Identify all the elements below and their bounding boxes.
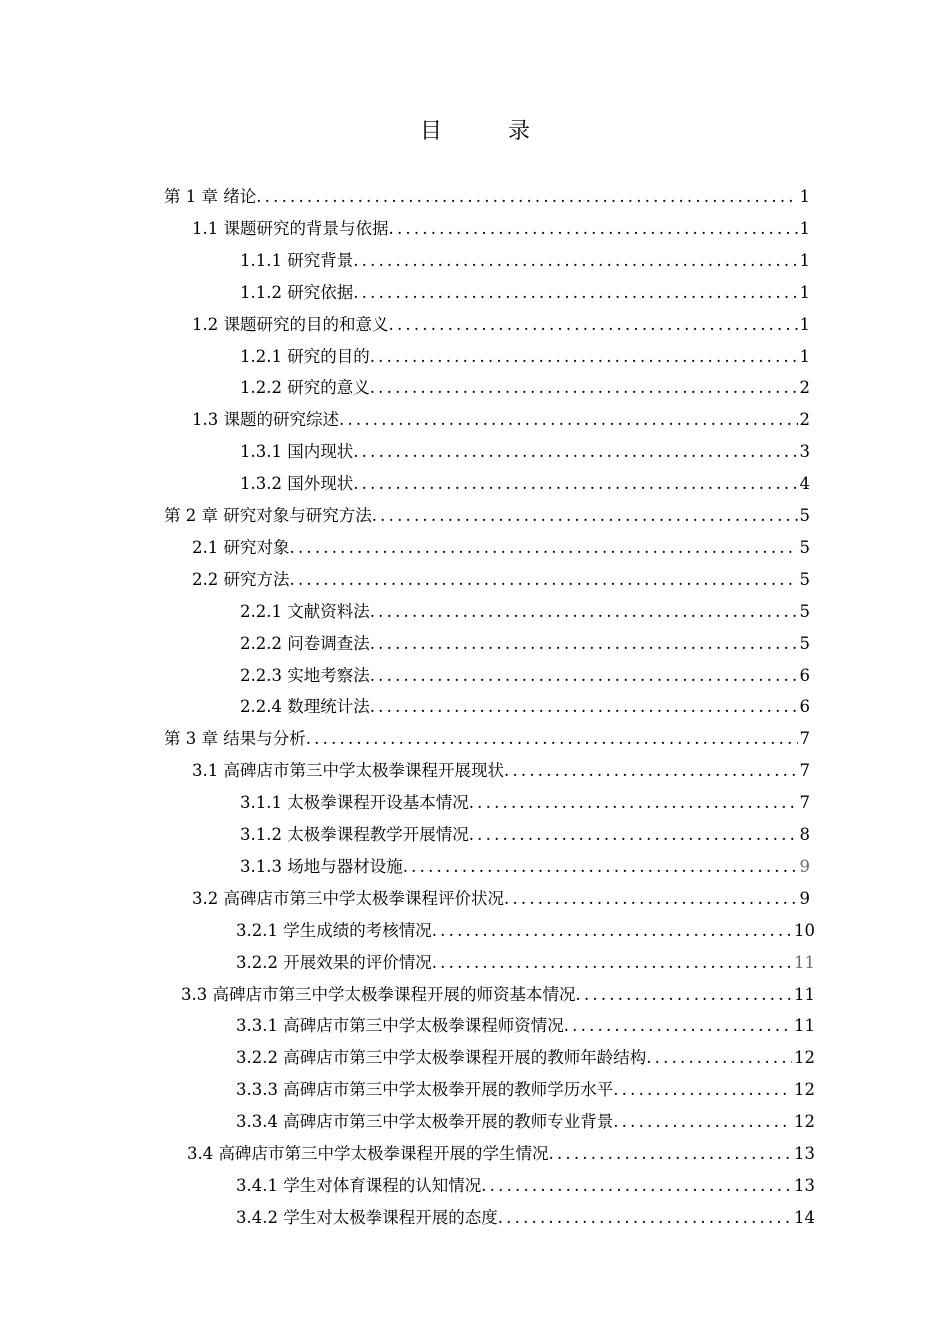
toc-dot-leader — [339, 404, 798, 436]
toc-dot-leader — [498, 1202, 792, 1234]
toc-dot-leader — [256, 181, 797, 213]
toc-dot-leader — [372, 500, 798, 532]
toc-entry[interactable] — [236, 947, 815, 979]
toc-entry[interactable] — [240, 277, 810, 309]
toc-entry-label: 1.1 课题研究的背景与依据 — [192, 218, 389, 238]
toc-dot-leader — [353, 245, 797, 277]
toc-dot-leader — [370, 691, 798, 723]
toc-entry[interactable] — [236, 1202, 815, 1234]
toc-entry-label: 1.2.2 研究的意义 — [240, 378, 370, 398]
toc-page-number: 12 — [794, 1080, 815, 1100]
toc-entry[interactable] — [192, 213, 810, 245]
toc-page-number: 5 — [799, 633, 810, 653]
toc-entry-label: 3.2 高碑店市第三中学太极拳课程评价状况 — [192, 888, 504, 908]
toc-dot-leader — [353, 436, 797, 468]
toc-entry-label: 3.3 高碑店市第三中学太极拳课程开展的师资基本情况 — [181, 984, 576, 1004]
toc-entry[interactable] — [164, 723, 810, 755]
toc-dot-leader — [564, 1010, 792, 1042]
toc-entry-label: 3.3.1 高碑店市第三中学太极拳课程师资情况 — [236, 1016, 564, 1036]
toc-entry[interactable] — [192, 309, 810, 341]
toc-page-number: 1 — [799, 314, 810, 334]
toc-page-number: 1 — [799, 346, 810, 366]
toc-entry-label: 1.2 课题研究的目的和意义 — [192, 314, 389, 334]
toc-dot-leader — [469, 819, 798, 851]
toc-entry-label: 2.2.3 实地考察法 — [240, 665, 370, 685]
toc-dot-leader — [370, 341, 798, 373]
toc-dot-leader — [306, 723, 798, 755]
toc-entry-label: 3.1.2 太极拳课程教学开展情况 — [240, 825, 469, 844]
toc-entry[interactable] — [240, 628, 810, 660]
toc-entry[interactable] — [236, 1074, 815, 1106]
toc-entry-label: 3.4.2 学生对太极拳课程开展的态度 — [236, 1207, 498, 1227]
toc-entry-label: 2.2.4 数理统计法 — [240, 697, 370, 717]
toc-entry-label: 3.1 高碑店市第三中学太极拳课程开展现状 — [192, 761, 504, 781]
toc-entry-label: 2.2 研究方法 — [192, 569, 290, 589]
toc-entry-label: 1.1.1 研究背景 — [240, 250, 354, 270]
toc-page-number: 9 — [799, 856, 810, 876]
toc-entry[interactable] — [240, 372, 810, 404]
toc-dot-leader — [576, 979, 793, 1011]
toc-page-number: 11 — [794, 952, 815, 972]
toc-dot-leader — [389, 213, 798, 245]
toc-entry-label: 第 3 章 结果与分析 — [164, 729, 306, 749]
toc-page-number: 5 — [799, 537, 810, 557]
toc-entry[interactable] — [240, 468, 810, 500]
toc-page-number: 2 — [799, 410, 810, 430]
toc-entry[interactable] — [236, 1010, 815, 1042]
toc-page-number: 1 — [799, 187, 810, 206]
toc-page-number: 4 — [799, 474, 810, 494]
toc-entry-label: 2.2.1 文献资料法 — [240, 601, 370, 621]
toc-dot-leader — [389, 309, 798, 341]
toc-entry[interactable] — [164, 500, 810, 532]
toc-entry[interactable] — [240, 341, 810, 373]
toc-dot-leader — [646, 1042, 792, 1074]
toc-page-number: 1 — [799, 250, 810, 270]
toc-page-number: 6 — [799, 665, 810, 685]
toc-page-number: 11 — [794, 984, 815, 1004]
toc-page-number: 11 — [794, 1016, 815, 1036]
toc-page-number: 7 — [799, 793, 810, 813]
toc-entry-label: 1.2.1 研究的目的 — [240, 346, 370, 366]
toc-dot-leader — [469, 787, 798, 819]
toc-page-number: 12 — [794, 1048, 815, 1068]
toc-dot-leader — [432, 915, 792, 947]
toc-entry[interactable] — [192, 883, 810, 915]
toc-entry-label: 第 1 章 绪论 — [164, 187, 257, 206]
toc-entry-label: 1.1.2 研究依据 — [240, 282, 354, 302]
toc-dot-leader — [290, 564, 798, 596]
toc-page-number: 10 — [794, 920, 815, 940]
toc-page-number: 1 — [799, 218, 810, 238]
toc-dot-leader — [353, 277, 797, 309]
toc-entry-label: 3.3.3 高碑店市第三中学太极拳开展的教师学历水平 — [236, 1080, 614, 1100]
toc-page-number: 9 — [799, 888, 810, 908]
toc-page-number: 7 — [799, 729, 810, 749]
toc-entry[interactable] — [181, 979, 815, 1011]
toc-entry-label: 2.1 研究对象 — [192, 537, 290, 557]
toc-dot-leader — [353, 468, 797, 500]
toc-entry[interactable] — [192, 564, 810, 596]
page-title: 目 录 — [419, 119, 552, 144]
toc-entry-label: 3.2.2 高碑店市第三中学太极拳课程开展的教师年龄结构 — [236, 1048, 647, 1068]
toc-entry[interactable] — [236, 1042, 815, 1074]
toc-entry[interactable] — [240, 819, 810, 851]
toc-entry[interactable] — [240, 596, 810, 628]
toc-entry-label: 3.4.1 学生对体育课程的认知情况 — [236, 1175, 482, 1195]
toc-dot-leader — [290, 532, 798, 564]
toc-dot-leader — [481, 1170, 792, 1202]
toc-entry-label: 3.1.3 场地与器材设施 — [240, 856, 403, 876]
toc-page-number: 12 — [794, 1112, 815, 1132]
toc-entry[interactable] — [240, 245, 810, 277]
toc-entry[interactable] — [164, 181, 810, 213]
toc-entry-label: 1.3.2 国外现状 — [240, 474, 354, 494]
toc-entry-label: 2.2.2 问卷调查法 — [240, 633, 370, 653]
toc-page-number: 5 — [799, 506, 810, 525]
toc-entry[interactable] — [192, 532, 810, 564]
toc-entry[interactable] — [192, 404, 810, 436]
toc-page-number: 14 — [794, 1207, 815, 1227]
toc-entry[interactable] — [192, 755, 810, 787]
toc-dot-leader — [370, 660, 798, 692]
toc-entry[interactable] — [240, 436, 810, 468]
toc-entry[interactable] — [236, 1170, 815, 1202]
toc-page-number: 1 — [799, 282, 810, 302]
toc-entry-label: 1.3 课题的研究综述 — [192, 410, 339, 430]
toc-entry-label: 3.2.2 开展效果的评价情况 — [236, 952, 432, 972]
toc-entry-label: 3.2.1 学生成绩的考核情况 — [236, 920, 432, 940]
toc-dot-leader — [432, 947, 792, 979]
toc-page-number: 6 — [799, 697, 810, 717]
toc-entry[interactable] — [187, 1138, 815, 1170]
toc-dot-leader — [370, 628, 798, 660]
toc-page-number: 5 — [799, 601, 810, 621]
toc-dot-leader — [613, 1074, 792, 1106]
toc-dot-leader — [370, 372, 798, 404]
toc-page-number: 5 — [799, 569, 810, 589]
toc-entry-label: 第 2 章 研究对象与研究方法 — [164, 506, 372, 525]
toc-dot-leader — [504, 755, 798, 787]
toc-entry-label: 3.1.1 太极拳课程开设基本情况 — [240, 793, 469, 813]
toc-page-number: 7 — [799, 761, 810, 781]
toc-entry-label: 1.3.1 国内现状 — [240, 442, 354, 462]
toc-page-number: 2 — [799, 378, 810, 398]
toc-entry[interactable] — [236, 915, 815, 947]
toc-entry[interactable] — [240, 851, 810, 883]
toc-entry[interactable] — [240, 691, 810, 723]
toc-entry[interactable] — [240, 660, 810, 692]
toc-dot-leader — [549, 1138, 793, 1170]
toc-entry[interactable] — [236, 1106, 815, 1138]
toc-dot-leader — [613, 1106, 792, 1138]
toc-page-number: 8 — [799, 825, 810, 844]
toc-dot-leader — [504, 883, 798, 915]
toc-page-number: 13 — [794, 1175, 815, 1195]
toc-page-number: 3 — [799, 442, 810, 462]
toc-page-number: 13 — [794, 1144, 815, 1163]
toc-dot-leader — [370, 596, 798, 628]
toc-entry[interactable] — [240, 787, 810, 819]
toc-entry-label: 3.4 高碑店市第三中学太极拳课程开展的学生情况 — [187, 1144, 549, 1163]
toc-entry-label: 3.3.4 高碑店市第三中学太极拳开展的教师专业背景 — [236, 1112, 614, 1132]
toc-dot-leader — [403, 851, 798, 883]
